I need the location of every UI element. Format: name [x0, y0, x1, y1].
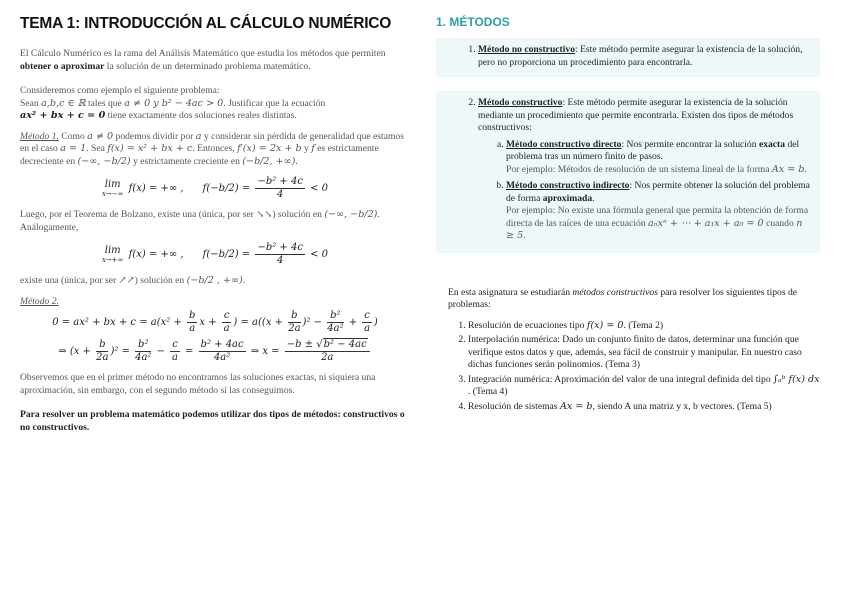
- eqB-mid1: )² =: [110, 346, 134, 357]
- eqB-n1: b: [96, 339, 108, 352]
- lim1-f2: f(−b/2) =: [202, 183, 251, 194]
- eqA-end: ): [373, 317, 378, 328]
- example-paragraph: [20, 85, 410, 123]
- lim2-tail: < 0: [310, 249, 329, 260]
- problems-intro-t1: En esta asignatura se estudiarán: [448, 286, 573, 298]
- m1-t8: y estrictamente creciente en: [130, 155, 243, 167]
- direct-bold: exacta: [758, 138, 786, 150]
- b1-m1: (−∞, −b/2): [324, 209, 378, 220]
- eqA-mid3: )² −: [302, 317, 326, 328]
- intro-bold: obtener o aproximar: [20, 60, 105, 72]
- page-title: TEMA 1: INTRODUCCIÓN AL CÁLCULO NUMÉRICO: [20, 15, 392, 32]
- eqB-n4: b² + 4ac: [200, 339, 244, 350]
- intro-paragraph: [20, 48, 410, 73]
- lim2-f: f(x) = +∞ ,: [128, 249, 184, 260]
- constructive-item: [478, 97, 812, 243]
- m1-m2: a: [195, 130, 202, 142]
- m1-t3: y considerar sin pérdida de generalidad que estamos en el caso: [20, 130, 404, 154]
- eqA-n5: c: [364, 310, 370, 321]
- indirect-item: [506, 180, 812, 243]
- m1-m3: a = 1: [60, 143, 87, 154]
- eqA-frac4: [327, 310, 343, 335]
- example-tales: tales que: [85, 97, 125, 109]
- nonconstructive-box: [436, 38, 820, 77]
- b2-m1: (−b/2 , +∞): [186, 275, 243, 286]
- nonconstructive-item: [478, 44, 812, 69]
- method1-paragraph: [20, 131, 410, 169]
- direct-label: Método constructivo directo: [506, 138, 622, 150]
- section-title: 1. MÉTODOS: [436, 15, 510, 29]
- problem-item: [468, 401, 820, 414]
- eqA-d1: a: [189, 323, 196, 334]
- lim2-num: −b² + 4c: [257, 242, 303, 253]
- eqB-n3: c: [172, 339, 178, 350]
- lim1-tail: < 0: [310, 183, 329, 194]
- eqA-mid2: ) = a((x +: [233, 317, 287, 328]
- eqB-n5b: b² − 4ac: [323, 339, 367, 350]
- direct-example-math: Ax = b: [771, 163, 805, 175]
- eqB-start: ⇒ (x +: [58, 346, 95, 357]
- problem-3-t2: . (Tema 4): [468, 386, 508, 397]
- lim2-den: 4: [277, 255, 284, 266]
- eqB-mid2: −: [153, 346, 169, 357]
- example-vars: a,b,c ∈ ℝ: [41, 97, 86, 109]
- lim2-word: lim: [104, 244, 121, 256]
- eqB-frac3: [170, 339, 180, 364]
- indirect-label: Método constructivo indirecto: [506, 180, 630, 191]
- indirect-example-math: aₙxⁿ + ⋯ + a₁x + a₀ = 0: [647, 217, 764, 229]
- eqB-frac1: [96, 339, 108, 364]
- lim1-sub: x→−∞: [101, 190, 124, 199]
- eqB-mid4: ⇒ x =: [247, 346, 283, 357]
- eqA-frac3: [288, 310, 300, 335]
- method2-equation-a: [20, 310, 410, 335]
- lim2-f2: f(−b/2) =: [202, 249, 251, 260]
- eqA-n2: c: [223, 310, 230, 321]
- eqA-frac5: [362, 310, 372, 335]
- eqB-d4: 4a²: [213, 352, 231, 363]
- example-equation: ax² + bx + c = 0: [20, 110, 106, 121]
- eqB-n2: b²: [135, 339, 151, 352]
- eqB-d3: a: [172, 352, 178, 363]
- direct-example-end: .: [804, 163, 807, 175]
- indirect-example-math2: n ≥ 5: [506, 217, 803, 241]
- closing-paragraph: Para resolver un problema matemático podemos utilizar dos tipos de métodos: constructivos o no constructivos.: [20, 409, 405, 433]
- right-column: [436, 14, 820, 415]
- b2-t1: existe una (única, por ser ↗↗) solución en: [20, 275, 187, 286]
- indirect-t1: : Nos permite obtener la solución del problema de forma: [506, 180, 810, 204]
- indirect-bold: aproximada: [542, 192, 593, 204]
- direct-item: [506, 139, 812, 177]
- problem-4-math: Ax = b: [559, 400, 593, 412]
- constructive-text: : Este método permite asegurar la existencia de la solución mediante un procedimiento que permite encontrarla. Existen dos tipos de métodos constructivos:: [478, 97, 794, 133]
- problem-item: [468, 334, 820, 372]
- eqA-frac2: [222, 310, 232, 335]
- constructive-label: Método constructivo: [478, 97, 563, 108]
- example-cond: a ≠ 0 y b² − 4ac > 0: [124, 97, 224, 109]
- lim2-sub: x→+∞: [101, 256, 124, 265]
- observation-paragraph: Observemos que en el primer método no encontramos las soluciones exactas, ni siquiera una aproximación, sin embargo, con el segundo método sí las conseguimos.: [20, 372, 376, 396]
- example-tail: tiene exactamente dos soluciones reales distintas.: [105, 110, 297, 121]
- method2-label-line: [20, 296, 410, 309]
- m1-m7: (−∞, −b/2): [77, 155, 131, 167]
- problems-intro: [436, 287, 820, 312]
- eqB-n5a: −b ± √: [286, 339, 323, 350]
- m1-t6: y: [301, 143, 312, 154]
- method2-label: Método 2.: [20, 295, 59, 307]
- lim1-operator: [102, 179, 124, 199]
- b1-t1: Luego, por el Teorema de Bolzano, existe una (única, por ser ↘↘) solución en: [20, 209, 325, 220]
- problem-4-t1: Resolución de sistemas: [468, 400, 560, 412]
- lim1-frac: [255, 176, 305, 201]
- eqB-d5: 2a: [321, 352, 334, 363]
- eqB-d1: 2a: [96, 352, 109, 363]
- lim1-num: −b² + 4c: [257, 176, 303, 187]
- eqB-n5: [285, 339, 370, 352]
- example-sean: Sean: [20, 97, 42, 109]
- m1-m5: f′(x) = 2x + b: [237, 143, 302, 154]
- indirect-example-mid: cuando: [763, 217, 797, 229]
- m1-t9: .: [295, 155, 298, 167]
- method2-equation-b: [20, 339, 410, 364]
- constructive-list: [444, 97, 812, 243]
- lim1-den: 4: [277, 189, 284, 200]
- lim1-word: lim: [104, 178, 121, 190]
- m1-t2: podemos dividir por: [113, 130, 196, 142]
- lim2-frac: [255, 242, 305, 267]
- eqA-d2: a: [223, 323, 230, 334]
- eqA-n1: b: [189, 310, 196, 321]
- problem-1-t2: . (Tema 2): [623, 319, 664, 331]
- example-justify: . Justificar que la ecuación: [223, 97, 326, 109]
- bolzano1-paragraph: [20, 209, 410, 234]
- problem-item: [468, 320, 820, 333]
- m1-m4: f(x) = x² + bx + c: [107, 143, 193, 154]
- direct-example: Por ejemplo: Métodos de resolución de un sistema lineal de la forma: [506, 163, 772, 175]
- problem-2-t2: (Tema 3): [602, 359, 640, 370]
- nonconstructive-label: Método no constructivo: [478, 44, 575, 55]
- constructive-sublist: [478, 139, 812, 243]
- nonconstructive-text: : Este método permite asegurar la existencia de la solución, pero no proporciona un procedimiento para encontrarla.: [478, 44, 803, 68]
- constructive-box: [436, 91, 820, 253]
- problem-2-t1: Interpolación numérica: Dado un conjunto finito de datos, determinar una función que verifique estos datos y que, además, sea fácil de construir y manipular. En nuestro caso dichas funciones serán polinomios.: [468, 334, 802, 370]
- problems-list: [436, 320, 820, 414]
- eqB-frac5: [285, 339, 370, 364]
- intro-text-1: El Cálculo Numérico es la rama del Análisis Matemático que estudia los métodos que permiten: [20, 48, 386, 59]
- m1-t7: es estrictamente decreciente en: [20, 143, 379, 167]
- eqA-d5: a: [364, 323, 371, 334]
- lim2-operator: [102, 245, 124, 265]
- eqA-frac1: [187, 310, 197, 335]
- indirect-example: Por ejemplo: No existe una fórmula general que permita la obtención de forma directa de las raíces de una ecuación: [506, 205, 809, 229]
- eqB-d2: 4a²: [135, 352, 152, 363]
- eqA-d4: 4a²: [327, 323, 344, 334]
- direct-t2: del problema tras un número finito de pasos.: [506, 138, 800, 162]
- indirect-example-end: .: [523, 230, 526, 241]
- problems-intro-italic: métodos constructivos: [572, 286, 658, 298]
- eqB-mid3: =: [181, 346, 197, 357]
- problem-1-math: f(x) = 0: [586, 319, 624, 331]
- problem-4-t2: , siendo A una matriz y x, b vectores. (Tema 5): [592, 400, 772, 412]
- b2-t2: .: [242, 275, 246, 286]
- indirect-t2: .: [592, 192, 595, 204]
- problem-1-t1: Resolución de ecuaciones tipo: [468, 319, 587, 331]
- m1-m8: (−b/2, +∞): [242, 155, 296, 167]
- eqA-mid: x +: [199, 317, 220, 328]
- problem-3-math: ∫ₐᵇ f(x) dx: [773, 373, 820, 385]
- eqB-frac4: [199, 339, 246, 364]
- eqA-mid4: +: [345, 317, 361, 328]
- method1-label: Método 1.: [20, 130, 59, 142]
- b1-t2: . Análogamente,: [20, 209, 380, 233]
- example-line1: Consideremos como ejemplo el siguiente problema:: [20, 85, 220, 96]
- bolzano2-paragraph: [20, 275, 410, 288]
- m1-m1: a ≠ 0: [87, 130, 114, 142]
- intro-text-2: la solución de un determinado problema matemático.: [104, 60, 311, 72]
- eqA-n3: b: [288, 310, 300, 323]
- m1-t5: . Entonces,: [192, 143, 238, 154]
- left-column: [20, 14, 410, 442]
- m1-m6: f: [311, 143, 315, 154]
- eqA-n4: b²: [327, 310, 343, 323]
- nonconstructive-list: [444, 44, 812, 69]
- problem-3-t1: Integración numérica: Aproximación del valor de una integral definida del tipo: [468, 373, 774, 385]
- m1-t1: Como: [58, 130, 88, 142]
- eqA-d3: 2a: [288, 323, 301, 334]
- limit-equation-2: [20, 242, 410, 267]
- m1-t4: . Sea: [86, 143, 108, 154]
- eqB-frac2: [135, 339, 151, 364]
- problem-item: [468, 374, 820, 399]
- direct-t1: : Nos permite encontrar la solución: [621, 138, 759, 150]
- lim1-f: f(x) = +∞ ,: [128, 183, 184, 194]
- limit-equation-1: [20, 176, 410, 201]
- eqA-start: 0 = ax² + bx + c = a(x² +: [52, 317, 186, 328]
- problems-intro-t2: para resolver los siguientes tipos de problemas:: [448, 286, 798, 310]
